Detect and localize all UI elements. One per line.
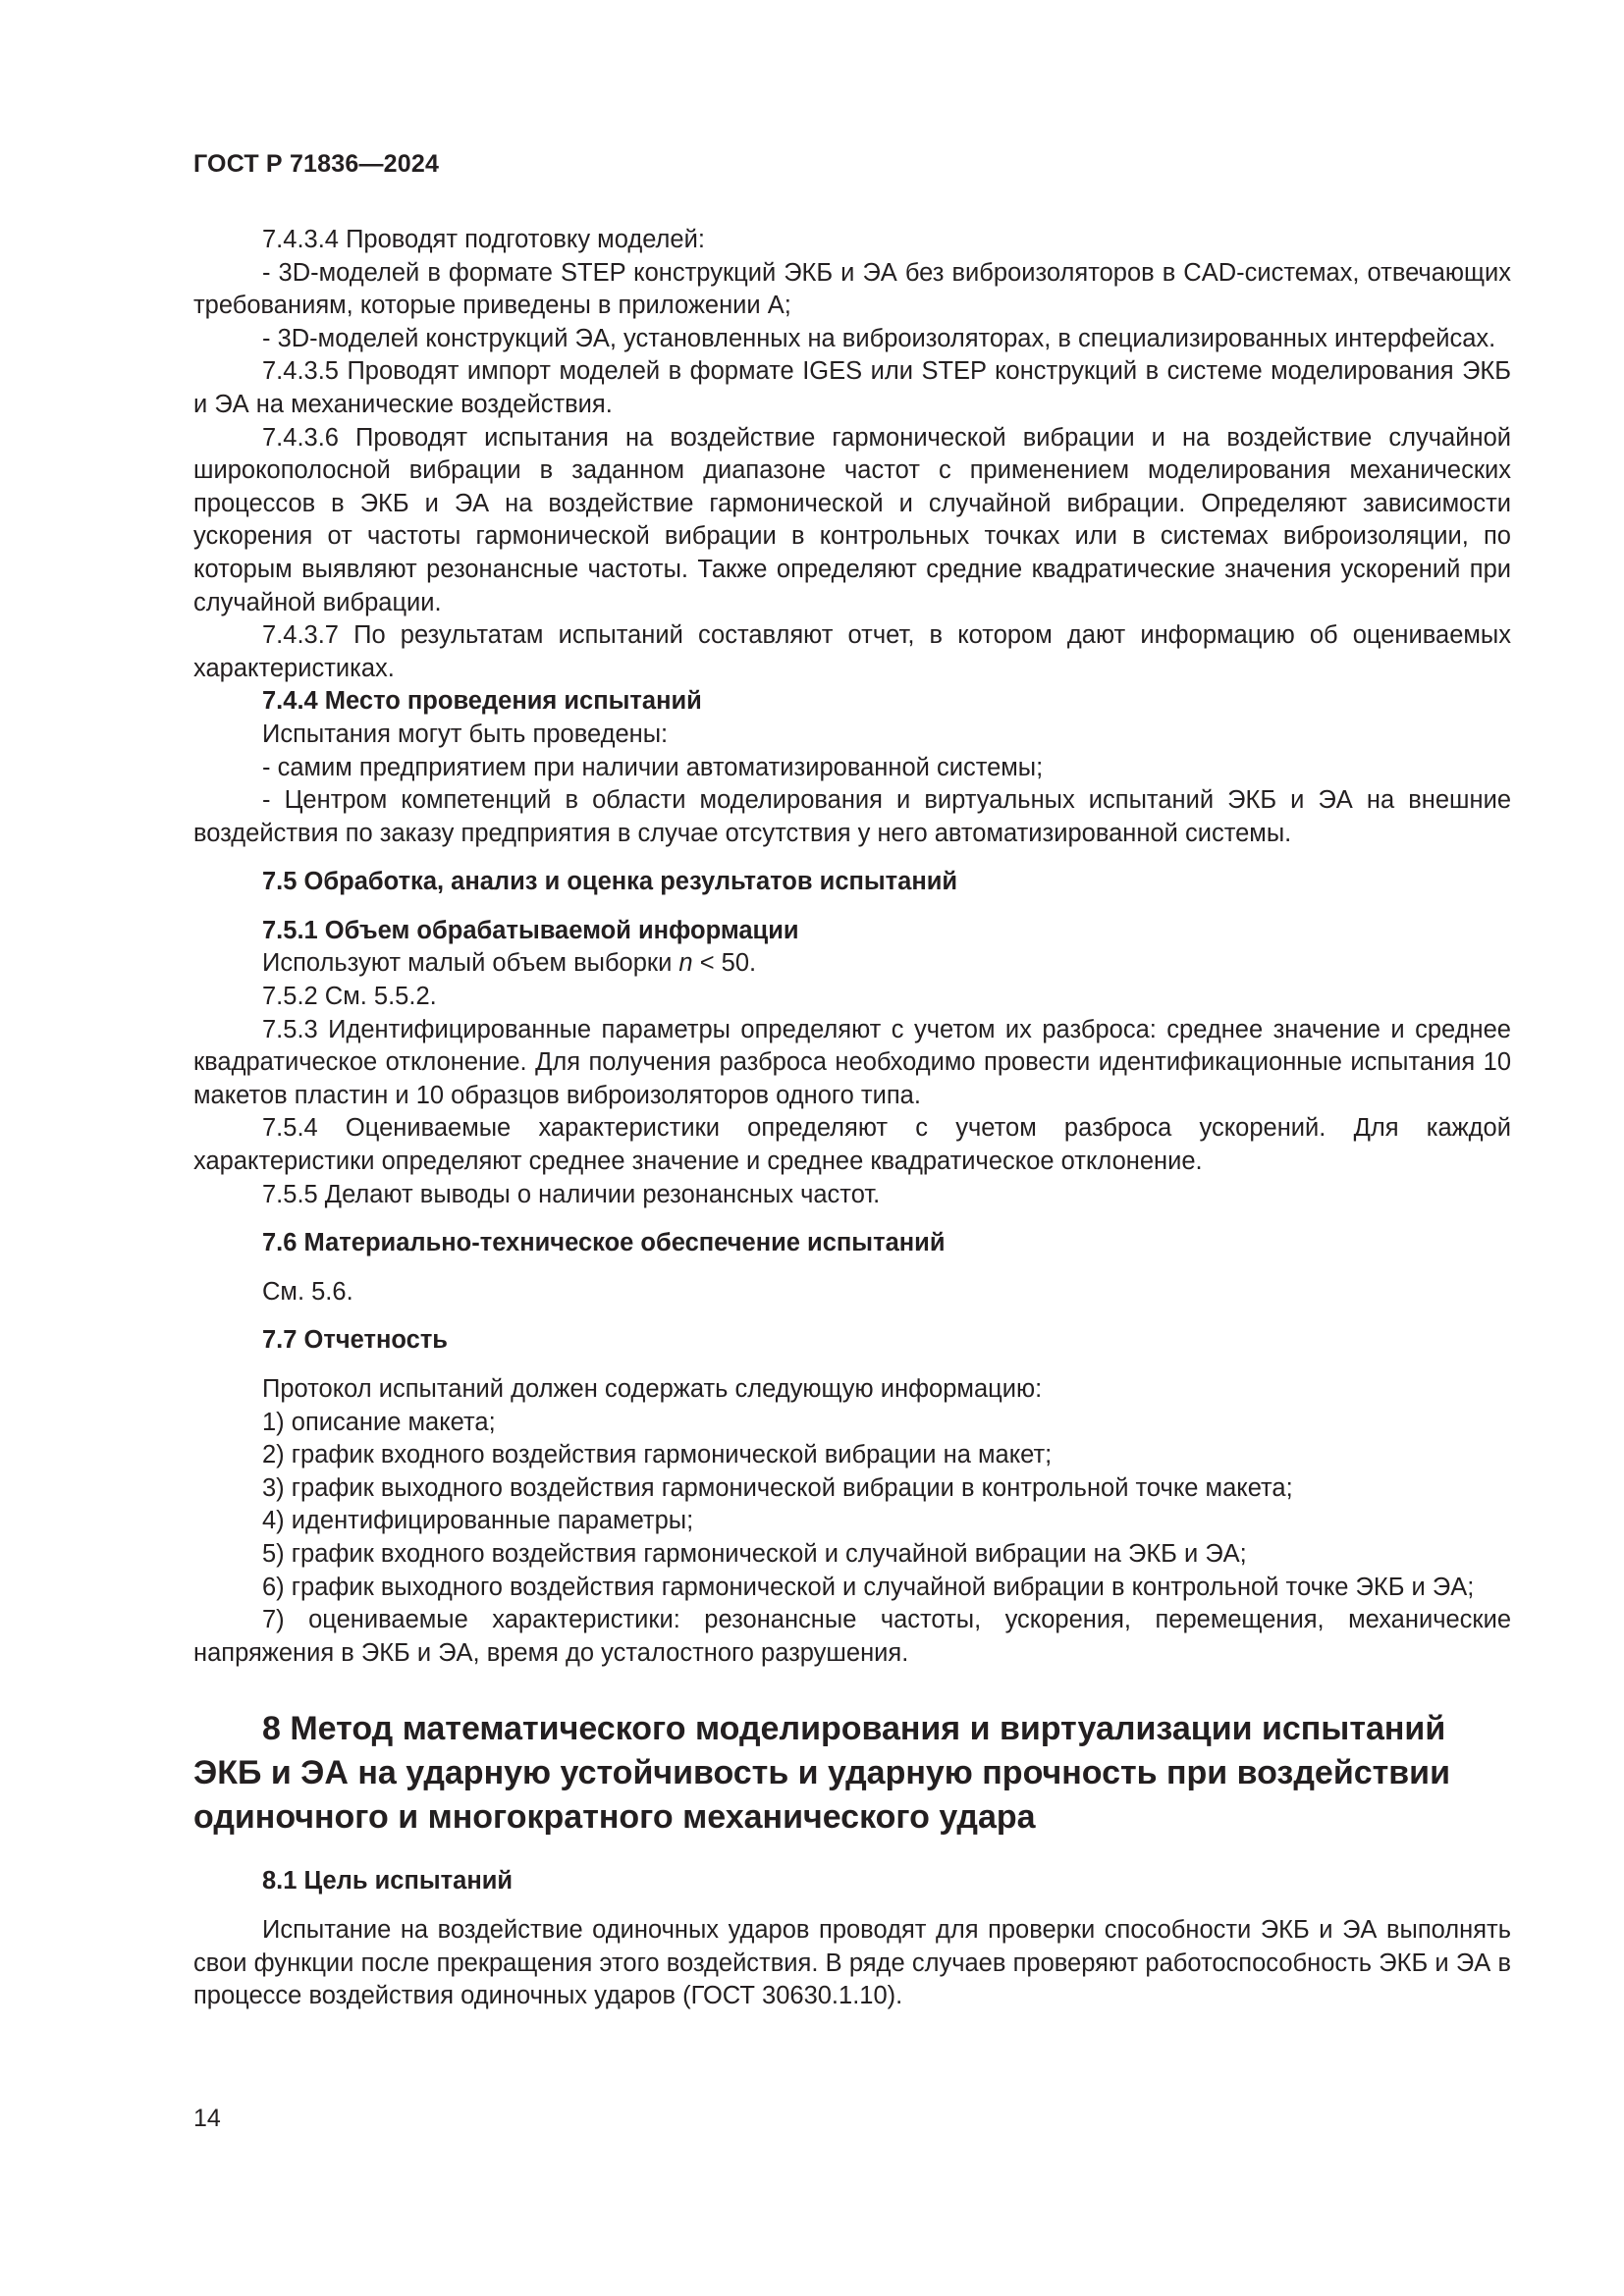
list-item: 7) оцениваемые характеристики: резонансные частоты, ускорения, перемещения, механические напряжения в ЭКБ и ЭА, время до усталостного разрушения. (193, 1606, 1511, 1667)
variable-n: n (678, 949, 693, 978)
paragraph-7-5-5: 7.5.5 Делают выводы о наличии резонансных частот. (262, 1180, 881, 1208)
heading-7-6: 7.6 Материально-техническое обеспечение испытаний (262, 1229, 946, 1257)
heading-7-5: 7.5 Обработка, анализ и оценка результатов испытаний (262, 868, 958, 896)
paragraph-sample-size (193, 947, 1511, 981)
paragraph-7-4-3-4: 7.4.3.4 Проводят подготовку моделей: (262, 226, 705, 253)
list-item: 3) график выходного воздействия гармонической вибрации в контрольной точке макета; (262, 1473, 1293, 1502)
list-item: 6) график выходного воздействия гармонической и случайной вибрации в контрольной точке ЭКБ и ЭА; (262, 1573, 1475, 1601)
list-item: - 3D-моделей конструкций ЭА, установленных на виброизоляторах, в специализированных интерфейсах. (262, 324, 1496, 352)
list-item: 1) описание макета; (262, 1408, 496, 1436)
paragraph: Испытания могут быть проведены: (262, 720, 669, 748)
list-item: 4) идентифицированные параметры; (262, 1507, 694, 1535)
paragraph: См. 5.6. (262, 1277, 353, 1306)
paragraph-7-5-3: 7.5.3 Идентифицированные параметры определяют с учетом их разброса: среднее значение и среднее квадратическое отклонение. Для получения разброса необходимо провести идентификационные испытания 10 макетов пластин и 10 образцов виброизоляторов одного типа. (193, 1015, 1511, 1109)
list-item: 2) график входного воздействия гармонической вибрации на макет; (262, 1441, 1053, 1469)
paragraph-7-4-3-7: 7.4.3.7 По результатам испытаний составляют отчет, в котором дают информацию об оцениваемых характеристиках. (193, 621, 1511, 682)
text-run: < 50. (692, 949, 757, 978)
heading-7-4-4: 7.4.4 Место проведения испытаний (262, 687, 702, 716)
paragraph: Протокол испытаний должен содержать следующую информацию: (262, 1375, 1043, 1403)
heading-7-7: 7.7 Отчетность (262, 1326, 448, 1355)
paragraph-7-4-3-6: 7.4.3.6 Проводят испытания на воздействие гармонической вибрации и на воздействие случайной широкополосной вибрации в заданном диапазоне частот с применением моделирования механических процессов в ЭКБ и ЭА на воздействие гармонической и случайной вибрации. Определяют зависимости ускорения от частоты гармонической вибрации в контрольных точках или в системах виброизоляции, по которым выявляют резонансные частоты. Также определяют средние квадратические значения ускорений при случайной вибрации. (193, 423, 1511, 616)
list-item: - самим предприятием при наличии автоматизированной системы; (262, 753, 1044, 781)
list-item: 5) график входного воздействия гармонической и случайной вибрации на ЭКБ и ЭА; (262, 1539, 1247, 1568)
page-body (193, 224, 1511, 2013)
section-8-heading: 8 Метод математического моделирования и виртуализации испытаний ЭКБ и ЭА на ударную устойчивость и ударную прочность при воздействии одиночного и многократного механического удара (193, 1710, 1450, 1837)
paragraph-8-1: Испытание на воздействие одиночных ударов проводят для проверки способности ЭКБ и ЭА выполнять свои функции после прекращения этого воздействия. В ряде случаев проверяют работоспособность ЭКБ и ЭА в процессе воздействия одиночных ударов (ГОСТ 30630.1.10). (193, 1915, 1511, 2010)
page-number: 14 (193, 2105, 221, 2132)
heading-8-1: 8.1 Цель испытаний (262, 1867, 514, 1896)
paragraph-7-5-4: 7.5.4 Оцениваемые характеристики определяют с учетом разброса ускорений. Для каждой характеристики определяют среднее значение и среднее квадратическое отклонение. (193, 1114, 1511, 1176)
list-item: - Центром компетенций в области моделирования и виртуальных испытаний ЭКБ и ЭА на внешние воздействия по заказу предприятия в случае отсутствия у него автоматизированной системы. (193, 786, 1511, 847)
text-run: Используют малый объем выборки (262, 949, 679, 978)
list-item: - 3D-моделей в формате STEP конструкций ЭКБ и ЭА без виброизоляторов в CAD-системах, отвечающих требованиям, которые приведены в приложении А; (193, 258, 1511, 320)
standard-designation: ГОСТ Р 71836—2024 (193, 150, 440, 178)
heading-7-5-1: 7.5.1 Объем обрабатываемой информации (262, 916, 799, 944)
paragraph-7-4-3-5: 7.4.3.5 Проводят импорт моделей в формате IGES или STEP конструкций в системе моделирования ЭКБ и ЭА на механические воздействия. (193, 357, 1511, 418)
paragraph-7-5-2: 7.5.2 См. 5.5.2. (262, 983, 437, 1011)
